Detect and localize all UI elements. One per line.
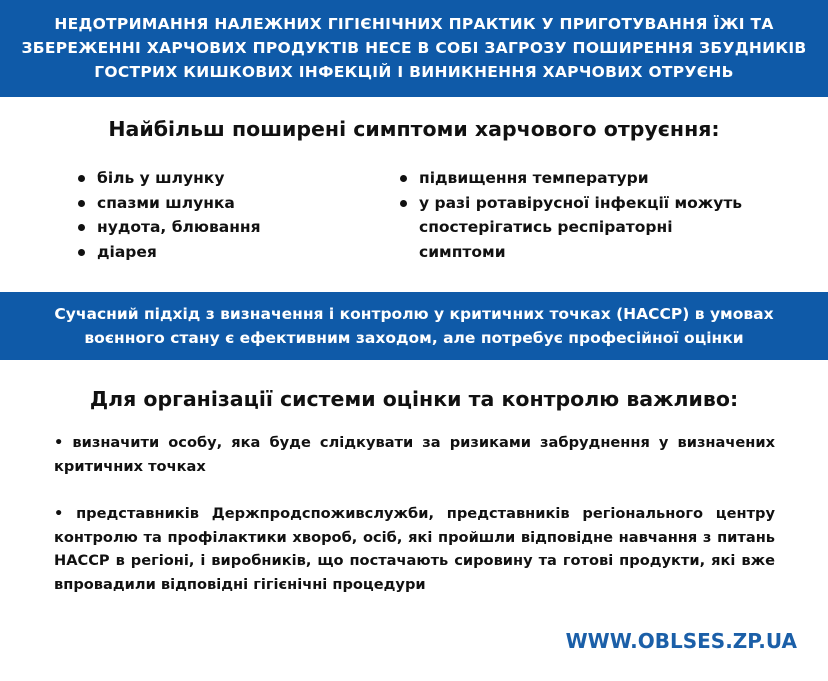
symptoms-list-right <box>398 166 758 264</box>
symptom-item: біль у шлунку <box>76 166 376 191</box>
symptoms-list-left <box>76 166 376 264</box>
symptom-item: нудота, блювання <box>76 215 376 240</box>
haccp-banner-line: Сучасний підхід з визначення і контролю у критичних точках (НАССР) в умовах <box>54 305 774 323</box>
top-banner <box>0 0 828 97</box>
organization-point: • представників Держпродспоживслужби, представників регіонального центру контролю та профілактики хвороб, осіб, які пройшли відповідне навчання з питань НАССР в регіоні, і виробників, що постачають сировину та готові продукти, які вже впровадили відповідні гігієнічні процедури <box>54 505 775 593</box>
top-banner-line: ГОСТРИХ КИШКОВИХ ІНФЕКЦІЙ І ВИНИКНЕННЯ ХАРЧОВИХ ОТРУЄНЬ <box>94 63 734 81</box>
symptom-item: у разі ротавірусної інфекції можуть спостерігатись респіраторні симптоми <box>398 191 758 265</box>
top-banner-line: ЗБЕРЕЖЕННІ ХАРЧОВИХ ПРОДУКТІВ НЕСЕ В СОБІ ЗАГРОЗУ ПОШИРЕННЯ ЗБУДНИКІВ <box>21 39 807 57</box>
website-link[interactable]: WWW.OBLSES.ZP.UA <box>565 629 797 653</box>
haccp-banner <box>0 292 828 360</box>
organization-point: • визначити особу, яка буде слідкувати за ризиками забруднення у визначених критичних точках <box>54 434 775 475</box>
symptom-item: діарея <box>76 240 376 265</box>
haccp-banner-line: воєнного стану є ефективним заходом, але потребує професійної оцінки <box>84 329 744 347</box>
organization-heading: Для організації системи оцінки та контролю важливо: <box>89 387 739 411</box>
symptom-item: підвищення температури <box>398 166 758 191</box>
symptom-item: спазми шлунка <box>76 191 376 216</box>
symptoms-heading: Найбільш поширені симптоми харчового отруєння: <box>108 117 720 141</box>
top-banner-line: НЕДОТРИМАННЯ НАЛЕЖНИХ ГІГІЄНІЧНИХ ПРАКТИК У ПРИГОТУВАННЯ ЇЖІ ТА <box>54 15 774 33</box>
